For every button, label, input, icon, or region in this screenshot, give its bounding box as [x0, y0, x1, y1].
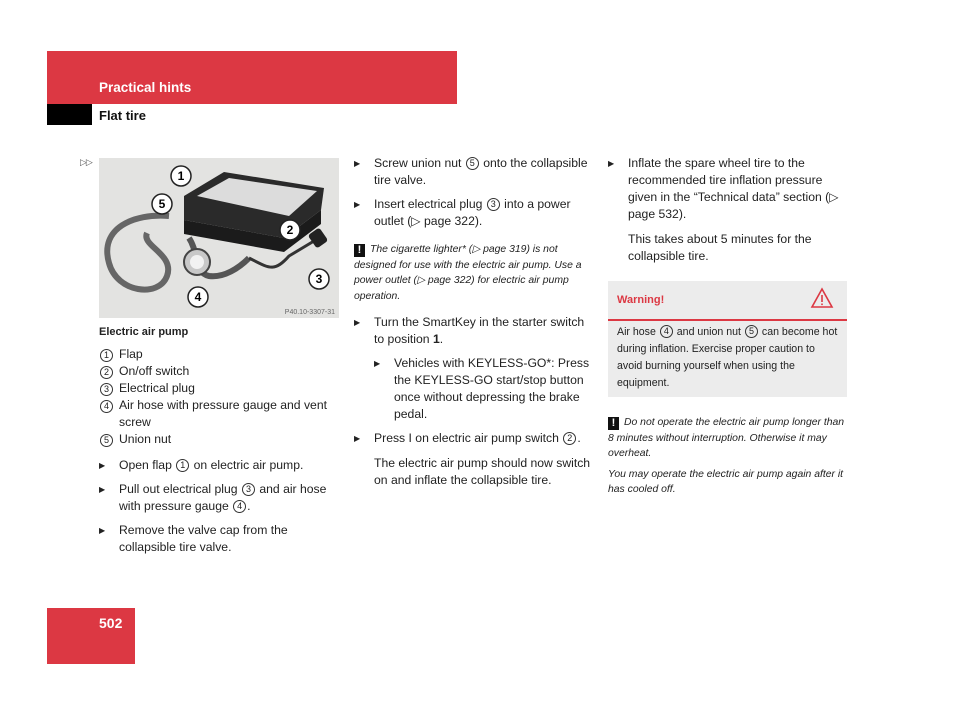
step-inflate: ▶ Inflate the spare wheel tire to the recommended tire inflation pressure given in the “Technical data” section (▷ page 532). [608, 155, 848, 223]
legend-item: 1 Flap [99, 346, 339, 363]
step-remove-cap: ▶ Remove the valve cap from the collapsible tire valve. [99, 522, 339, 556]
inflate-duration-text: This takes about 5 minutes for the collapsible tire. [628, 232, 812, 263]
note-cooled-off: You may operate the electric air pump again after it has cooled off. [608, 468, 844, 495]
legend-item: 5 Union nut [99, 431, 339, 448]
warning-triangle-icon [810, 287, 834, 309]
subsection-title: Flat tire [99, 108, 146, 123]
warning-text: Air hose 4 and union nut 5 can become hot during inflation. Exercise proper caution to avoid burning yourself when using the equipment. [617, 326, 838, 389]
callout-4: 4 [194, 290, 202, 304]
column-middle [354, 155, 594, 489]
step-press-switch: ▶ Press I on electric air pump switch 2 . [354, 430, 594, 447]
air-pump-illustration [99, 158, 339, 318]
callout-2: 2 [286, 223, 294, 237]
step-pull-plug: ▶ Pull out electrical plug 3 and air hose with pressure gauge 4 . [99, 481, 339, 515]
callout-3: 3 [315, 272, 323, 286]
step-keyless-go: ▶ Vehicles with KEYLESS-GO*: Press the KEYLESS-GO start/stop button once without depressing the brake pedal. [354, 355, 594, 423]
warning-title: Warning! [617, 294, 665, 306]
air-pump-figure [99, 158, 339, 318]
column-right [608, 155, 848, 498]
step-insert-plug: ▶ Insert electrical plug 3 into a power outlet (▷ page 322). [354, 196, 594, 230]
section-title: Practical hints [99, 80, 192, 95]
pump-status-text: The electric air pump should now switch on and inflate the collapsible tire. [374, 456, 591, 487]
figure-caption: Electric air pump [99, 326, 189, 338]
note-cigarette-lighter: ! The cigarette lighter* (▷ page 319) is not designed for use with the electric air pump. Use a power outlet (▷ page 322) for electric air pump operation. [354, 244, 582, 302]
callout-1: 1 [177, 169, 185, 183]
step-screw-nut: ▶ Screw union nut 5 onto the collapsible tire valve. [354, 155, 594, 189]
caution-icon: ! [608, 417, 619, 430]
note-overheat: ! Do not operate the electric air pump longer than 8 minutes without interruption. Otherwise it may overheat. [608, 417, 845, 459]
continued-marker: ▷▷ [80, 157, 92, 167]
figure-code: P40.10-3307-31 [284, 309, 335, 316]
caution-icon: ! [354, 244, 365, 257]
callout-5: 5 [158, 197, 166, 211]
step-open-flap: ▶ Open flap 1 on electric air pump. [99, 457, 339, 474]
column-left [99, 346, 339, 556]
warning-box [608, 281, 847, 397]
legend-item: 2 On/off switch [99, 363, 339, 380]
header-marker [47, 104, 92, 125]
legend-item: 3 Electrical plug [99, 380, 339, 397]
header-band [47, 51, 457, 104]
step-turn-key: ▶ Turn the SmartKey in the starter switch to position 1. [354, 314, 594, 348]
warning-header [608, 281, 847, 321]
legend-item: 4 Air hose with pressure gauge and vent screw [99, 397, 339, 431]
page-number: 502 [99, 615, 123, 631]
